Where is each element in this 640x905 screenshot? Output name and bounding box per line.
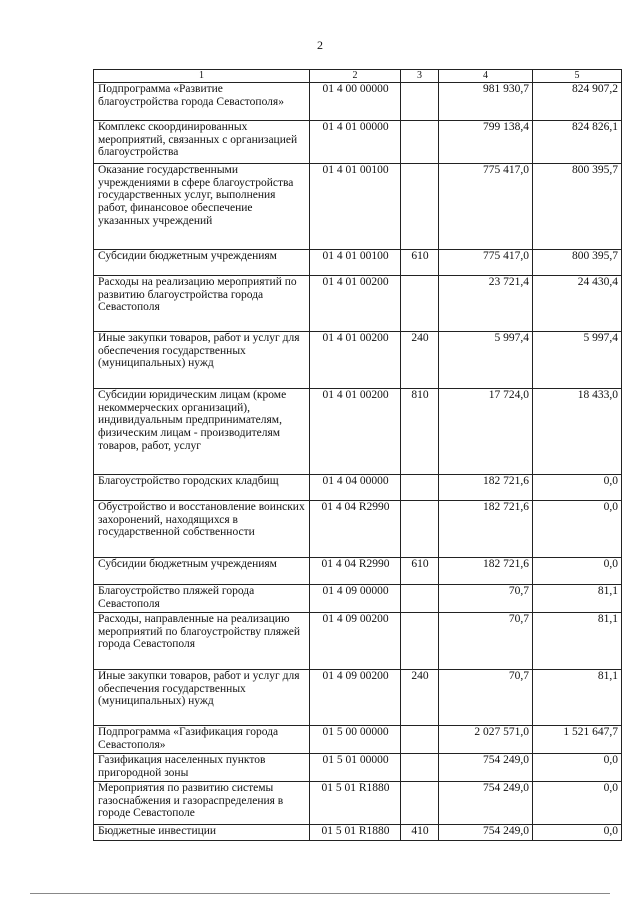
row-value-1-cell: 23 721,4 [439, 276, 533, 332]
page-number: 2 [317, 38, 323, 52]
row-code-cell: 01 5 01 R1880 [310, 825, 401, 841]
row-type-cell: 610 [401, 558, 439, 585]
column-header-1: 1 [94, 70, 310, 83]
table-row [94, 825, 622, 841]
row-name-cell: Мероприятия по развитию системы газоснабжения и газораспределения в городе Севастополе [94, 782, 310, 825]
row-value-1-cell: 70,7 [439, 613, 533, 670]
row-value-1-cell: 775 417,0 [439, 164, 533, 250]
row-value-1-cell: 799 138,4 [439, 121, 533, 164]
row-name-cell: Расходы, направленные на реализацию мероприятий по благоустройству пляжей города Севастополя [94, 613, 310, 670]
row-value-1-cell: 981 930,7 [439, 83, 533, 121]
row-name-cell: Расходы на реализацию мероприятий по развитию благоустройства города Севастополя [94, 276, 310, 332]
row-type-cell: 240 [401, 670, 439, 726]
row-value-2-cell: 81,1 [533, 613, 622, 670]
row-code-cell: 01 4 04 00000 [310, 475, 401, 501]
table-row [94, 250, 622, 276]
row-code-cell: 01 5 01 R1880 [310, 782, 401, 825]
row-type-cell: 410 [401, 825, 439, 841]
row-value-1-cell: 182 721,6 [439, 558, 533, 585]
row-value-2-cell: 0,0 [533, 558, 622, 585]
row-name-cell: Бюджетные инвестиции [94, 825, 310, 841]
row-type-cell [401, 83, 439, 121]
row-type-cell: 240 [401, 332, 439, 389]
row-value-1-cell: 2 027 571,0 [439, 726, 533, 754]
table-row [94, 613, 622, 670]
row-type-cell [401, 164, 439, 250]
row-value-1-cell: 17 724,0 [439, 389, 533, 475]
page-bottom-line [30, 893, 610, 894]
row-value-1-cell: 5 997,4 [439, 332, 533, 389]
row-type-cell [401, 475, 439, 501]
row-value-2-cell: 18 433,0 [533, 389, 622, 475]
row-code-cell: 01 5 01 00000 [310, 754, 401, 782]
row-code-cell: 01 4 01 00000 [310, 121, 401, 164]
row-code-cell: 01 4 01 00200 [310, 276, 401, 332]
row-value-1-cell: 182 721,6 [439, 501, 533, 558]
row-code-cell: 01 4 01 00200 [310, 332, 401, 389]
table-row [94, 276, 622, 332]
table-row [94, 501, 622, 558]
row-code-cell: 01 4 09 00200 [310, 613, 401, 670]
table-row [94, 164, 622, 250]
row-value-2-cell: 800 395,7 [533, 164, 622, 250]
table-row [94, 121, 622, 164]
table-row [94, 782, 622, 825]
table-row [94, 585, 622, 613]
row-type-cell: 610 [401, 250, 439, 276]
table-row [94, 389, 622, 475]
row-name-cell: Подпрограмма «Газификация города Севастополя» [94, 726, 310, 754]
row-code-cell: 01 4 01 00100 [310, 250, 401, 276]
row-value-2-cell: 81,1 [533, 585, 622, 613]
row-value-1-cell: 775 417,0 [439, 250, 533, 276]
table-row [94, 754, 622, 782]
row-value-2-cell: 824 907,2 [533, 83, 622, 121]
table-row [94, 83, 622, 121]
row-value-1-cell: 754 249,0 [439, 754, 533, 782]
row-value-2-cell: 0,0 [533, 501, 622, 558]
row-value-1-cell: 754 249,0 [439, 782, 533, 825]
row-code-cell: 01 4 09 00200 [310, 670, 401, 726]
row-name-cell: Иные закупки товаров, работ и услуг для обеспечения государственных (муниципальных) нужд [94, 670, 310, 726]
row-type-cell [401, 613, 439, 670]
row-type-cell: 810 [401, 389, 439, 475]
row-value-2-cell: 5 997,4 [533, 332, 622, 389]
row-name-cell: Субсидии юридическим лицам (кроме некоммерческих организаций), индивидуальным предпринимателям, физическим лицам - производителям товаров, работ, услуг [94, 389, 310, 475]
row-value-1-cell: 70,7 [439, 585, 533, 613]
row-code-cell: 01 4 01 00100 [310, 164, 401, 250]
row-name-cell: Иные закупки товаров, работ и услуг для обеспечения государственных (муниципальных) нужд [94, 332, 310, 389]
row-value-2-cell: 1 521 647,7 [533, 726, 622, 754]
row-code-cell: 01 4 09 00000 [310, 585, 401, 613]
column-header-5: 5 [533, 70, 622, 83]
table-row [94, 332, 622, 389]
row-type-cell [401, 585, 439, 613]
row-name-cell: Благоустройство пляжей города Севастополя [94, 585, 310, 613]
table-row [94, 475, 622, 501]
row-type-cell [401, 121, 439, 164]
row-value-2-cell: 824 826,1 [533, 121, 622, 164]
row-value-1-cell: 754 249,0 [439, 825, 533, 841]
row-value-2-cell: 0,0 [533, 782, 622, 825]
row-code-cell: 01 4 01 00200 [310, 389, 401, 475]
row-name-cell: Комплекс скоординированных мероприятий, связанных с организацией благоустройства [94, 121, 310, 164]
row-type-cell [401, 782, 439, 825]
row-code-cell: 01 4 00 00000 [310, 83, 401, 121]
row-value-2-cell: 0,0 [533, 475, 622, 501]
row-name-cell: Благоустройство городских кладбищ [94, 475, 310, 501]
column-header-2: 2 [310, 70, 401, 83]
table-row [94, 558, 622, 585]
row-code-cell: 01 4 04 R2990 [310, 501, 401, 558]
row-value-1-cell: 182 721,6 [439, 475, 533, 501]
row-name-cell: Субсидии бюджетным учреждениям [94, 250, 310, 276]
row-value-2-cell: 81,1 [533, 670, 622, 726]
row-value-2-cell: 0,0 [533, 754, 622, 782]
column-header-3: 3 [401, 70, 439, 83]
row-type-cell [401, 276, 439, 332]
row-code-cell: 01 4 04 R2990 [310, 558, 401, 585]
table-row [94, 670, 622, 726]
row-name-cell: Газификация населенных пунктов пригородной зоны [94, 754, 310, 782]
row-value-2-cell: 800 395,7 [533, 250, 622, 276]
row-value-1-cell: 70,7 [439, 670, 533, 726]
table-header-row [94, 70, 622, 83]
row-type-cell [401, 754, 439, 782]
row-name-cell: Подпрограмма «Развитие благоустройства города Севастополя» [94, 83, 310, 121]
table-row [94, 726, 622, 754]
budget-table [93, 69, 622, 841]
row-name-cell: Обустройство и восстановление воинских захоронений, находящихся в государственной собственности [94, 501, 310, 558]
row-value-2-cell: 24 430,4 [533, 276, 622, 332]
row-name-cell: Оказание государственными учреждениями в сфере благоустройства государственных услуг, выполнения работ, финансовое обеспечение указанных учреждений [94, 164, 310, 250]
row-name-cell: Субсидии бюджетным учреждениям [94, 558, 310, 585]
row-type-cell [401, 726, 439, 754]
column-header-4: 4 [439, 70, 533, 83]
row-type-cell [401, 501, 439, 558]
row-code-cell: 01 5 00 00000 [310, 726, 401, 754]
row-value-2-cell: 0,0 [533, 825, 622, 841]
